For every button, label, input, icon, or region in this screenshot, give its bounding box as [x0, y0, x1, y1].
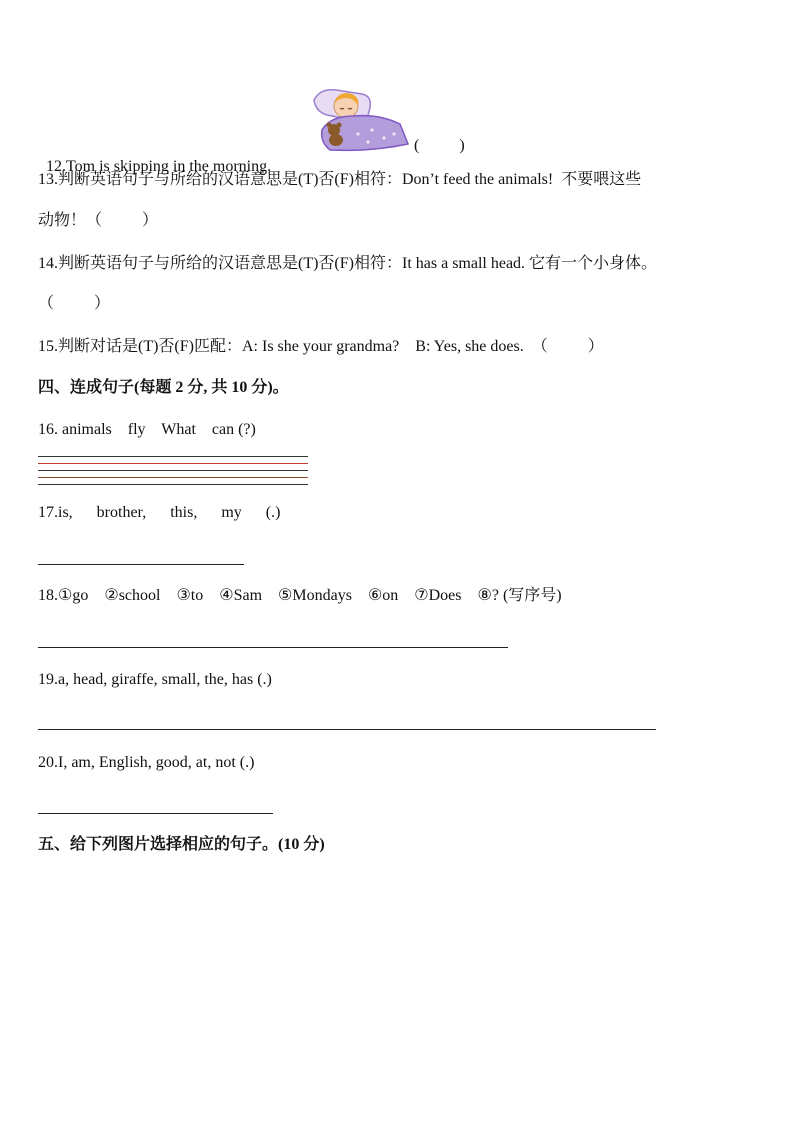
writing-line-2	[38, 463, 308, 464]
question-20: 20.I, am, English, good, at, not (.)	[38, 754, 255, 771]
writing-line-1	[38, 456, 308, 457]
writing-line-5	[38, 484, 308, 485]
answer-line-19[interactable]	[38, 729, 656, 730]
question-13-line-1: 13.判断英语句子与所给的汉语意思是(T)否(F)相符：Don’t feed the animals! 不要喂这些	[38, 171, 642, 188]
question-13-line-2[interactable]: 动物！（ ）	[38, 212, 159, 229]
question-17: 17.is, brother, this, my (.)	[38, 504, 281, 521]
answer-line-17[interactable]	[38, 564, 244, 565]
question-16: 16. animals fly What can (?)	[38, 421, 256, 438]
question-12-answer-blank[interactable]: ( )	[414, 137, 465, 154]
sleeping-child-illustration	[310, 86, 410, 154]
answer-line-20[interactable]	[38, 813, 273, 814]
question-15[interactable]: 15.判断对话是(T)否(F)匹配：A: Is she your grandma? B: Yes, she does. （ ）	[38, 338, 604, 355]
question-14-line-1: 14.判断英语句子与所给的汉语意思是(T)否(F)相符：It has a small head. 它有一个小身体。	[38, 255, 658, 272]
question-14-line-2[interactable]: （ ）	[38, 295, 111, 312]
answer-line-18[interactable]	[38, 647, 508, 648]
section-4-title: 四、连成句子(每题 2 分, 共 10 分)。	[38, 379, 289, 396]
writing-line-4	[38, 477, 308, 478]
writing-line-3	[38, 470, 308, 471]
question-19: 19.a, head, giraffe, small, the, has (.)	[38, 671, 272, 688]
question-18: 18.①go ②school ③to ④Sam ⑤Mondays ⑥on ⑦Does ⑧? (写序号)	[38, 587, 562, 604]
section-5-title: 五、给下列图片选择相应的句子。(10 分)	[38, 836, 325, 853]
question-12-text: 12.Tom is skipping in the morning.	[46, 158, 272, 175]
